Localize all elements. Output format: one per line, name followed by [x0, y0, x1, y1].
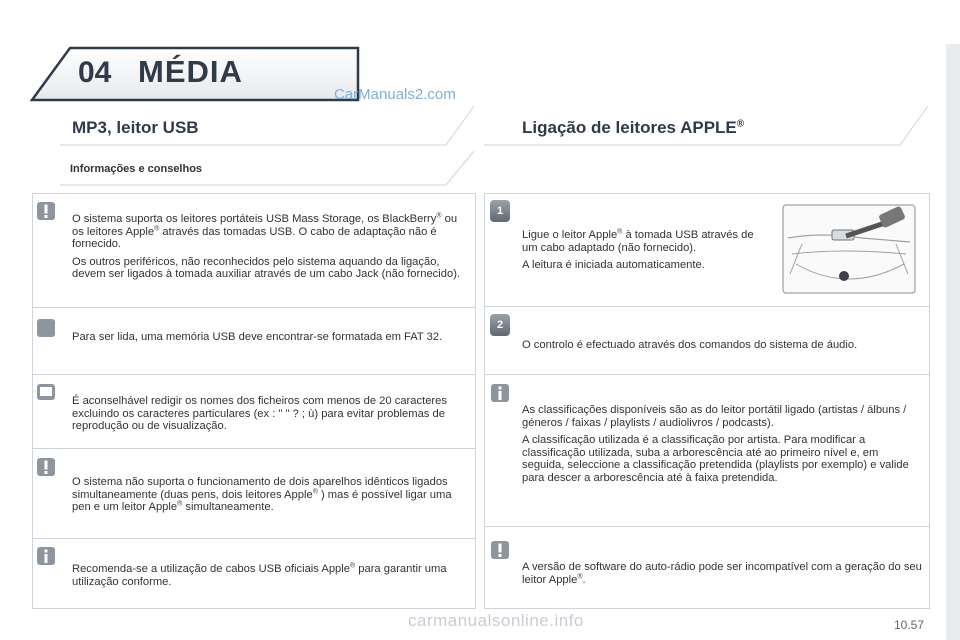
info-icon [36, 546, 56, 566]
step-badge-2: 2 [490, 314, 510, 336]
subsection-title: Informações e conselhos [70, 163, 203, 175]
right-block-2: O controlo é efectuado através dos comandos do sistema de áudio. [522, 339, 858, 351]
usb-port-illustration [782, 204, 916, 294]
right-section-title: Ligação de leitores APPLE® [522, 118, 745, 137]
chapter-number: 04 [78, 56, 112, 89]
divider [484, 306, 930, 307]
left-block-2: Para ser lida, uma memória USB deve encontrar-se formatada em FAT 32. [72, 331, 443, 343]
divider [32, 538, 476, 539]
page-sidebar [946, 44, 960, 640]
footer-watermark: carmanualsonline.info [408, 611, 584, 630]
exclamation-icon [490, 540, 510, 560]
book-icon [36, 382, 56, 402]
watermark: CarManuals2.com [334, 86, 456, 103]
left-block-4: O sistema não suporta o funcionamento de dois aparelhos idênticos ligados simultaneamente (duas pens, dois leitores Apple® ) mas é possível ligar uma pen e um leitor Apple® simultaneamente. [72, 476, 452, 514]
chapter-title: MÉDIA [138, 54, 243, 89]
divider [484, 374, 930, 375]
right-block-3: As classificações disponíveis são as do leitor portátil ligado (artistas / álbuns / géneros / faixas / playlists / audiolivros / podcasts). A classificação utilizada é a classificação por artista. Para modificar a classificação utilizada, suba a arborescência até ao primeiro nível e, em seguida, seleccione a classificação pretendida (playlists por exemplo) e valide para descer a arborescência até à faixa pretendida. [522, 404, 909, 484]
left-block-3: É aconselhável redigir os nomes dos ficheiros com menos de 20 caracteres excluindo os caracteres particulares (ex : " " ? ; ù) para evitar problemas de reprodução ou de visualização. [72, 395, 447, 433]
divider [484, 526, 930, 527]
divider [32, 448, 476, 449]
left-section-title: MP3, leitor USB [72, 118, 199, 137]
exclamation-icon [36, 457, 56, 477]
left-block-1: O sistema suporta os leitores portáteis USB Mass Storage, os BlackBerry® ou os leitores Apple® através das tomadas USB. O cabo de adaptação não é fornecido. Os outros periféricos, não reconhecidos pelo sistema aquando da ligação, devem ser ligados à tomada auxiliar através de um cabo Jack (não fornecido). [72, 212, 461, 281]
exclamation-icon [36, 201, 56, 221]
right-block-1: Ligue o leitor Apple® à tomada USB através de um cabo adaptado (não fornecido). A leitura é iniciada automaticamente. [522, 228, 754, 272]
left-block-5: Recomenda-se a utilização de cabos USB oficiais Apple® para garantir uma utilização conforme. [72, 562, 447, 588]
page-number: 10.57 [894, 618, 925, 632]
right-block-4: A versão de software do auto-rádio pode ser incompatível com a geração do seu leitor Apple®. [522, 561, 922, 586]
divider [32, 374, 476, 375]
step-badge-1: 1 [490, 200, 510, 222]
info-icon [490, 383, 510, 403]
square-icon [36, 318, 56, 338]
divider [32, 307, 476, 308]
